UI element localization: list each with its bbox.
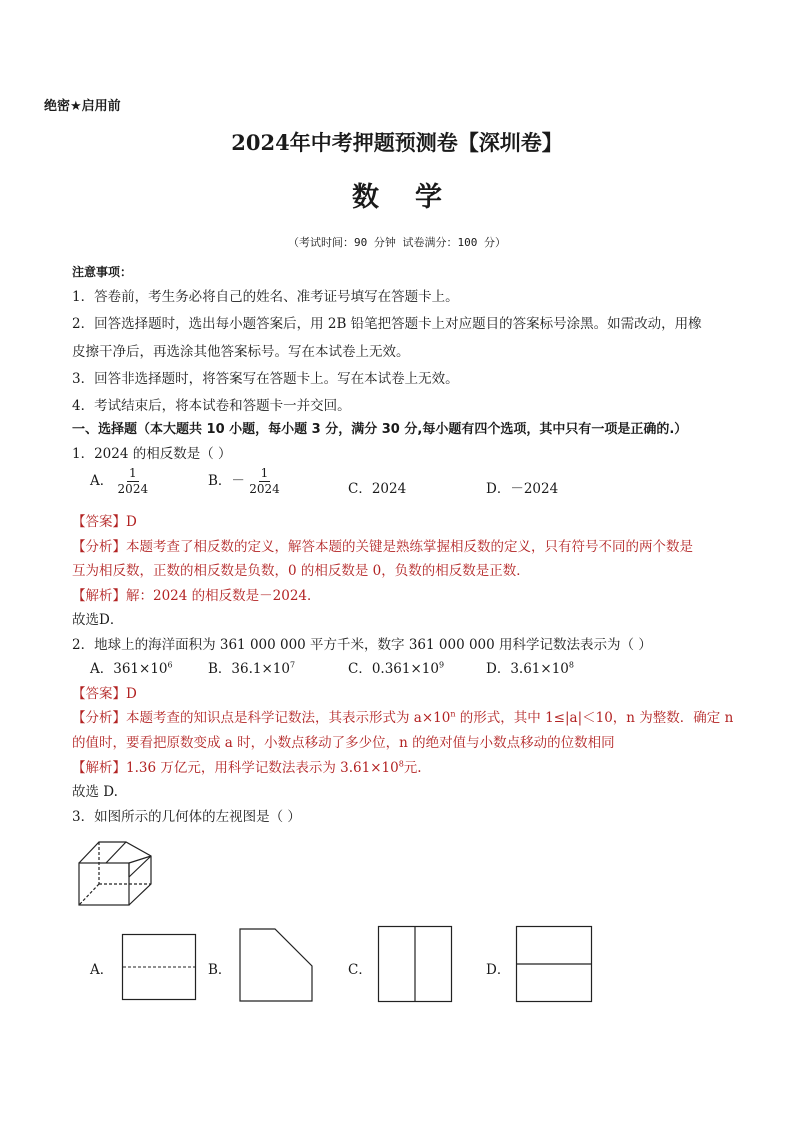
view-outline [240, 929, 312, 1001]
fraction-denominator: 2024 [117, 482, 149, 496]
q3-option-a-label: A． [90, 962, 114, 978]
note-item: 2．回答选择题时，选出每小题答案后，用 2B 铅笔把答题卡上对应题目的答案标号涂黑。如需改动，用橡 [72, 316, 702, 332]
q2-option-b-exponent: 7 [289, 660, 296, 670]
q1-option-d: D．－2024 [486, 481, 559, 497]
q2-option-c [348, 657, 444, 677]
q1-option-c: C．2024 [348, 481, 407, 497]
q1-analysis: 【分析】本题考查了相反数的定义，解答本题的关键是熟练掌握相反数的定义，只有符号不同的两个数是 [72, 539, 693, 555]
notes-title: 注意事项： [72, 265, 133, 279]
q2-option-d-base: D．3.61×10 [486, 661, 569, 677]
q2-option-a-base: A．361×10 [90, 661, 168, 677]
q1-option-b [208, 466, 280, 497]
q2-option-d-exponent: 8 [568, 660, 574, 670]
q2-option-c-base: C．0.361×10 [348, 661, 439, 677]
q2-solution-exponent: 8 [398, 759, 404, 769]
q2-option-a-exponent: 6 [167, 660, 173, 670]
q2-option-a [90, 657, 173, 677]
note-item: 皮擦干净后，再选涂其他答案标号。写在本试卷上无效。 [72, 344, 410, 360]
q2-answer: 【答案】D [72, 686, 137, 702]
q2-solution [72, 756, 422, 776]
q3-stem: 3．如图所示的几何体的左视图是（ ） [72, 809, 301, 825]
figure-outline [79, 842, 151, 905]
fraction-denominator: 2024 [249, 482, 280, 496]
q2-stem: 2．地球上的海洋面积为 361 000 000 平方千米，数字 361 000 000 用科学记数法表示为（ ） [72, 637, 652, 653]
q2-analysis-exponent: n [450, 709, 456, 719]
fraction-numerator: 1 [129, 466, 137, 480]
figure-edge [106, 842, 126, 863]
fraction-numerator: 1 [260, 466, 269, 480]
q3-option-a-figure [122, 934, 196, 1000]
q2-analysis-part: 的形式，其中 1≤|a|＜10，n 为整数．确定 n [455, 710, 734, 726]
q3-option-c-figure [378, 926, 452, 1002]
q2-option-b [208, 657, 295, 677]
q2-analysis-cont: 的值时，要看把原数变成 a 时，小数点移动了多少位，n 的绝对值与小数点移动的位数相同 [72, 735, 615, 751]
q1-stem: 1．2024 的相反数是（ ） [72, 446, 232, 462]
q2-option-d [486, 657, 574, 677]
q1-solution: 【解析】解：2024 的相反数是－2024． [72, 588, 321, 604]
q2-option-b-base: B．36.1×10 [208, 661, 290, 677]
note-item: 3．回答非选择题时，将答案写在答题卡上。写在本试卷上无效。 [72, 371, 459, 387]
q1-choice: 故选D． [72, 612, 124, 628]
q1-answer: 【答案】D [72, 514, 137, 530]
q1-option-a-fraction [118, 466, 149, 497]
q3-option-c-label: C． [348, 962, 372, 978]
q3-option-b-figure [239, 928, 313, 1002]
q3-option-b-label: B． [208, 962, 232, 978]
section-header: 一、选择题（本大题共 10 小题，每小题 3 分，满分 30 分,每小题有四个选项，其中只有一项是正确的.） [72, 422, 688, 437]
q1-analysis-cont: 互为相反数，正数的相反数是负数，0 的相反数是 0，负数的相反数是正数． [72, 563, 530, 579]
q2-option-c-exponent: 9 [438, 660, 445, 670]
q2-solution-part: 【解析】1.36 万亿元，用科学记数法表示为 3.61×10 [72, 760, 399, 776]
exam-info: （考试时间：90 分钟 试卷满分：100 分） [288, 236, 506, 249]
q3-option-d-label: D． [486, 962, 511, 978]
confidential-label: 绝密★启用前 [44, 99, 121, 114]
q2-solution-part: 元. [403, 760, 422, 776]
q1-option-b-fraction [249, 466, 280, 497]
exam-title: 2024年中考押题预测卷【深圳卷】 [231, 130, 563, 155]
q1-option-a [90, 466, 148, 497]
note-item: 4．考试结束后，将本试卷和答题卡一并交回。 [72, 398, 351, 414]
note-item: 1．答卷前，考生务必将自己的姓名、准考证号填写在答题卡上。 [72, 289, 459, 305]
q1-option-b-label: B．－ [208, 473, 245, 489]
q2-analysis-part: 【分析】本题考查的知识点是科学记数法，其表示形式为 a×10 [72, 710, 451, 726]
q2-choice: 故选 D. [72, 784, 118, 800]
q1-option-a-label: A． [90, 473, 114, 489]
subject-title: 数学 [352, 182, 478, 213]
hidden-edge [79, 884, 99, 905]
solid-figure [76, 836, 156, 908]
q2-analysis [72, 706, 733, 726]
q3-option-d-figure [516, 926, 592, 1002]
